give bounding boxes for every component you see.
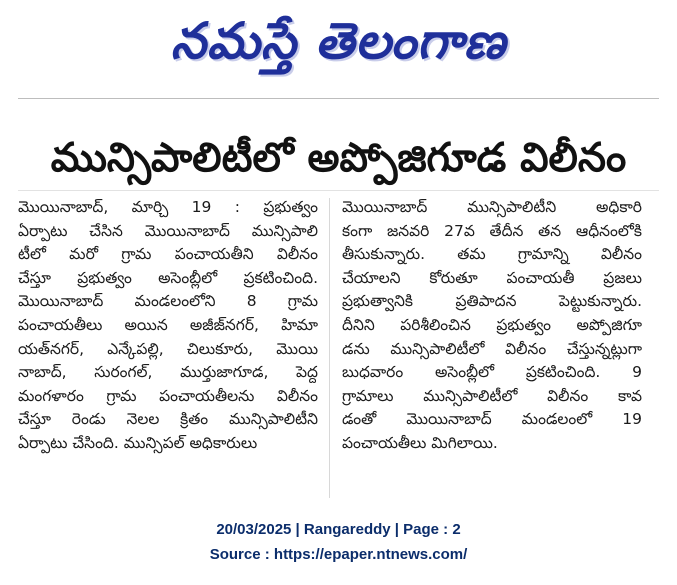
article-column-right xyxy=(342,196,642,456)
article-line: ప్రభుత్వానికి ప్రతిపాదన పెట్టుకున్నారు. xyxy=(342,292,642,311)
article-line: ఏర్పాటు చేసిన మొయినాబాద్ మున్సిపాలి xyxy=(18,221,318,240)
article-line: పంచాయతీలు అయిన అజీజ్‌నగర్, హిమా xyxy=(18,315,318,334)
article-line: మొయినాబాద్ మండలంలోని 8 గ్రామ xyxy=(18,292,318,311)
masthead-logo: నమస్తే తెలంగాణ xyxy=(170,12,507,70)
article-line: కంగా జనవరి 27వ తేదీన తన ఆధీనంలోకి xyxy=(342,221,642,240)
article-line: చేయాలని కోరుతూ పంచాయతీ ప్రజలు xyxy=(342,268,642,287)
article-line: గ్రామాలు మున్సిపాలిటీలో విలీనం కావ xyxy=(342,386,642,405)
masthead xyxy=(0,6,677,78)
article-line: యత్‌నగర్, ఎన్కేపల్లి, చిలుకూరు, మొయి xyxy=(18,339,318,358)
masthead-divider xyxy=(18,98,659,99)
column-divider xyxy=(329,198,330,498)
article-line: మొయినాబాద్ మున్సిపాలిటీని అధికారి xyxy=(342,198,642,216)
article-line: పంచాయతీలు మిగిలాయి. xyxy=(342,433,498,452)
footer-edition: 20/03/2025 | Rangareddy | Page : 2 xyxy=(216,521,461,538)
article-column-left xyxy=(18,196,318,456)
article-line: చేస్తూ ప్రభుత్వం అసెంబ్లీలో ప్రకటించింది. xyxy=(18,268,318,287)
article-line: మొయినాబాద్, మార్చి 19 : ప్రభుత్వం xyxy=(18,198,318,216)
article-line: టీలో మరో గ్రామ పంచాయతీని విలీనం xyxy=(18,245,318,264)
article-line: బుధవారం అసెంబ్లీలో ప్రకటించింది. 9 xyxy=(342,363,642,382)
article-line: ఏర్పాటు చేసింది. మున్సిపల్ అధికారులు xyxy=(18,433,258,452)
article-line: డంతో మొయినాబాద్ మండలంలో 19 xyxy=(342,410,642,429)
footer-source: Source : https://epaper.ntnews.com/ xyxy=(209,546,468,563)
headline-divider xyxy=(18,190,659,191)
article-line: నాబాద్, సురంగల్, ముర్తుజాగూడ, పెద్ద xyxy=(18,363,318,382)
article-headline: మున్సిపాలిటీలో అప్పోజిగూడ విలీనం xyxy=(50,135,627,181)
article-line: చేస్తూ రెండు నెలల క్రితం మున్సిపాలిటీని xyxy=(18,410,318,429)
article-line: మంగళారం గ్రామ పంచాయతీలను విలీనం xyxy=(18,386,318,405)
article-line: డను మున్సిపాలిటీలో విలీనం చేస్తున్నట్లుగా xyxy=(342,339,642,358)
article-line: తీసుకున్నారు. తమ గ్రామాన్ని విలీనం xyxy=(342,245,642,264)
article-line: దీనిని పరిశీలించిన ప్రభుత్వం అప్పోజిగూ xyxy=(342,315,642,334)
